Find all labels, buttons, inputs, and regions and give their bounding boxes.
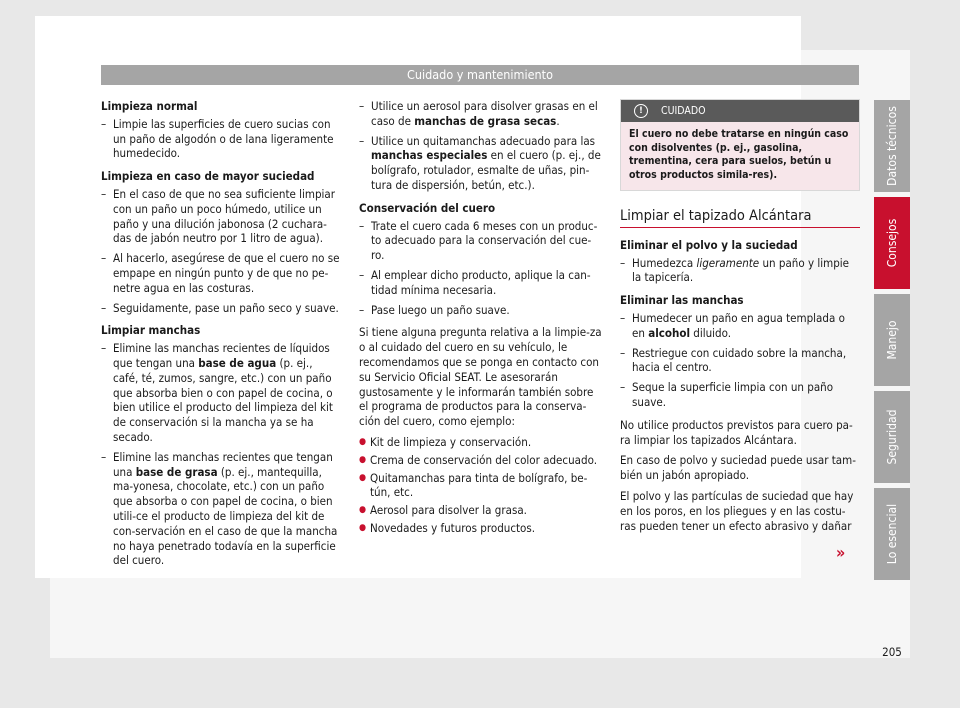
continue-arrow-icon: » bbox=[836, 543, 846, 562]
product-bullet-list bbox=[359, 435, 603, 536]
paragraph: El polvo y las partículas de suciedad que hay en los poros, en los pliegues y en las costu-ras pueden tener un efecto abrasivo y dañar bbox=[620, 488, 854, 533]
section-heading-leather-care: Conservación del cuero bbox=[359, 200, 496, 215]
bullet-item: ● Aerosol para disolver la grasa. bbox=[359, 503, 603, 518]
bullet-item: ● Kit de limpieza y conservación. bbox=[359, 435, 603, 450]
tab-consejos[interactable]: Consejos bbox=[874, 197, 910, 289]
dust-list bbox=[620, 256, 860, 286]
leather-care-list bbox=[359, 219, 603, 318]
list-item: – Elimine las manchas recientes que tengan una base de grasa (p. ej., mantequilla, ma-yonesa, chocolate, etc.) con un paño que absorba o con papel de cocina, o bien utili-ce el producto de limpieza del kit de con-servación en el caso de que la mancha no haya penetrado todavía en la superficie del cuero. bbox=[101, 450, 341, 568]
section-heading-dust: Eliminar el polvo y la suciedad bbox=[620, 237, 798, 252]
bullet-item: ● Novedades y futuros productos. bbox=[359, 521, 603, 536]
list-item: – Trate el cuero cada 6 meses con un produc-to adecuado para la conservación del cue-ro. bbox=[359, 219, 603, 263]
list-item: – Utilice un aerosol para disolver grasas en el caso de manchas de grasa secas. bbox=[359, 99, 603, 129]
section-heading-stains: Limpiar manchas bbox=[101, 323, 201, 338]
heavy-soiling-list bbox=[101, 187, 341, 315]
caution-header bbox=[621, 100, 859, 122]
list-item: – Al hacerlo, asegúrese de que el cuero no se empape en ningún punto y de que no pe-netre agua en las costuras. bbox=[101, 251, 341, 295]
list-item: – Restriegue con cuidado sobre la mancha, hacia el centro. bbox=[620, 346, 860, 376]
list-item: – Seque la superficie limpia con un paño suave. bbox=[620, 380, 860, 410]
warning-icon: ! bbox=[634, 104, 648, 118]
remove-stains-list bbox=[620, 311, 860, 410]
caution-title: CUIDADO bbox=[661, 105, 706, 117]
paragraph: No utilice productos previstos para cuero pa-ra limpiar los tapizados Alcántara. bbox=[620, 417, 853, 447]
list-item: – Humedezca ligeramente un paño y limpie la tapicería. bbox=[620, 256, 860, 286]
bullet-item: ● Quitamanchas para tinta de bolígrafo, be-tún, etc. bbox=[359, 471, 603, 501]
paragraph: En caso de polvo y suciedad puede usar tam-bién un jabón apropiado. bbox=[620, 453, 856, 483]
section-heading-heavy-soiling: Limpieza en caso de mayor suciedad bbox=[101, 169, 315, 184]
column-3 bbox=[620, 99, 860, 539]
list-item: – Al emplear dicho producto, aplique la can-tidad mínima necesaria. bbox=[359, 268, 603, 298]
bullet-item: ● Crema de conservación del color adecuado. bbox=[359, 453, 603, 468]
tab-lo-esencial[interactable]: Lo esencial bbox=[874, 488, 910, 580]
tab-seguridad[interactable]: Seguridad bbox=[874, 391, 910, 483]
tab-datos-tecnicos[interactable]: Datos técnicos bbox=[874, 100, 910, 192]
paragraph: Si tiene alguna pregunta relativa a la limpie-za o al cuidado del cuero en su vehículo, le recomendamos que se ponga en contacto con su Servicio Oficial SEAT. Le asesorarán gustosamente y le informarán también sobre el programa de productos para la conserva-ción del cuero, como ejemplo: bbox=[359, 325, 602, 429]
section-heading-remove-stains: Eliminar las manchas bbox=[620, 293, 744, 308]
caution-text: El cuero no debe tratarse en ningún caso con disolventes (p. ej., gasolina, trementina, cera para suelos, betún u otros productos simila-res). bbox=[621, 122, 859, 190]
column-1 bbox=[101, 99, 341, 576]
stains-list-continued bbox=[359, 99, 603, 193]
list-item: – Humedecer un paño en agua templada o en alcohol diluido. bbox=[620, 311, 860, 341]
page-number: 205 bbox=[882, 645, 902, 659]
list-item: – Seguidamente, pase un paño seco y suave. bbox=[101, 301, 341, 316]
caution-box bbox=[620, 99, 860, 191]
section-title: Limpiar el tapizado Alcántara bbox=[620, 209, 860, 228]
chapter-header: Cuidado y mantenimiento bbox=[101, 65, 859, 85]
list-item: – En el caso de que no sea suficiente limpiar con un paño un poco húmedo, utilice un paño y una dilución jabonosa (2 cuchara-das de jabón neutro por 1 litro de agua). bbox=[101, 187, 341, 246]
list-item: – Utilice un quitamanchas adecuado para las manchas especiales en el cuero (p. ej., de bolígrafo, rotulador, esmalte de uñas, pin-tura de dispersión, betún, etc.). bbox=[359, 134, 603, 193]
stains-list bbox=[101, 341, 341, 568]
column-2 bbox=[359, 99, 603, 539]
section-heading-normal-cleaning: Limpieza normal bbox=[101, 99, 198, 113]
list-item: – Pase luego un paño suave. bbox=[359, 303, 603, 318]
list-item: – Elimine las manchas recientes de líquidos que tengan una base de agua (p. ej., café, té, zumos, sangre, etc.) con un paño que absorba bien o con papel de cocina, o bien utilice el producto del limpieza del kit de conservación si la mancha ya se ha secado. bbox=[101, 341, 341, 445]
normal-cleaning-list bbox=[101, 117, 341, 161]
list-item: – Limpie las superficies de cuero sucias con un paño de algodón o de lana ligeramente humedecido. bbox=[101, 117, 341, 161]
tab-manejo[interactable]: Manejo bbox=[874, 294, 910, 386]
